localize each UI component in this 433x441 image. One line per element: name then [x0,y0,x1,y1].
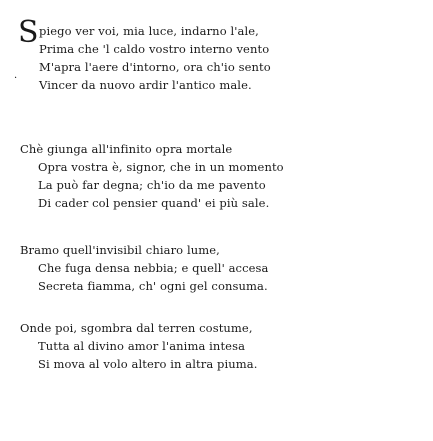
verse-line: Di cader col pensier quand' ei più sale. [38,196,270,210]
verse-line: Prima che 'l caldo vostro interno vento [39,42,270,56]
verse-line: La può far degna; ch'io da me pavento [38,178,266,192]
verse-line: Chè giunga all'infinito opra mortale [20,142,233,156]
verse-line: Vincer da nuovo ardir l'antico male. [39,78,252,92]
verse-line: M'apra l'aere d'intorno, ora ch'io sento [39,60,271,74]
verse-line: Secreta fiamma, ch' ogni gel consuma. [38,279,268,293]
dropcap-letter: S [18,15,39,50]
verse-line: Onde poi, sgombra dal terren costume, [20,321,253,335]
verse-line: Si mova al volo altero in altra piuma. [38,357,258,371]
margin-mark: · [14,73,18,84]
verse-line: Che fuga densa nebbia; e quell' accesa [38,261,269,275]
verse-line: piego ver voi, mia luce, indarno l'ale, [39,24,259,38]
verse-line: Bramo quell'invisibil chiaro lume, [20,243,220,257]
verse-line: Opra vostra è, signor, che in un momento [38,160,284,174]
verse-line: Tutta al divino amor l'anima intesa [38,339,246,353]
